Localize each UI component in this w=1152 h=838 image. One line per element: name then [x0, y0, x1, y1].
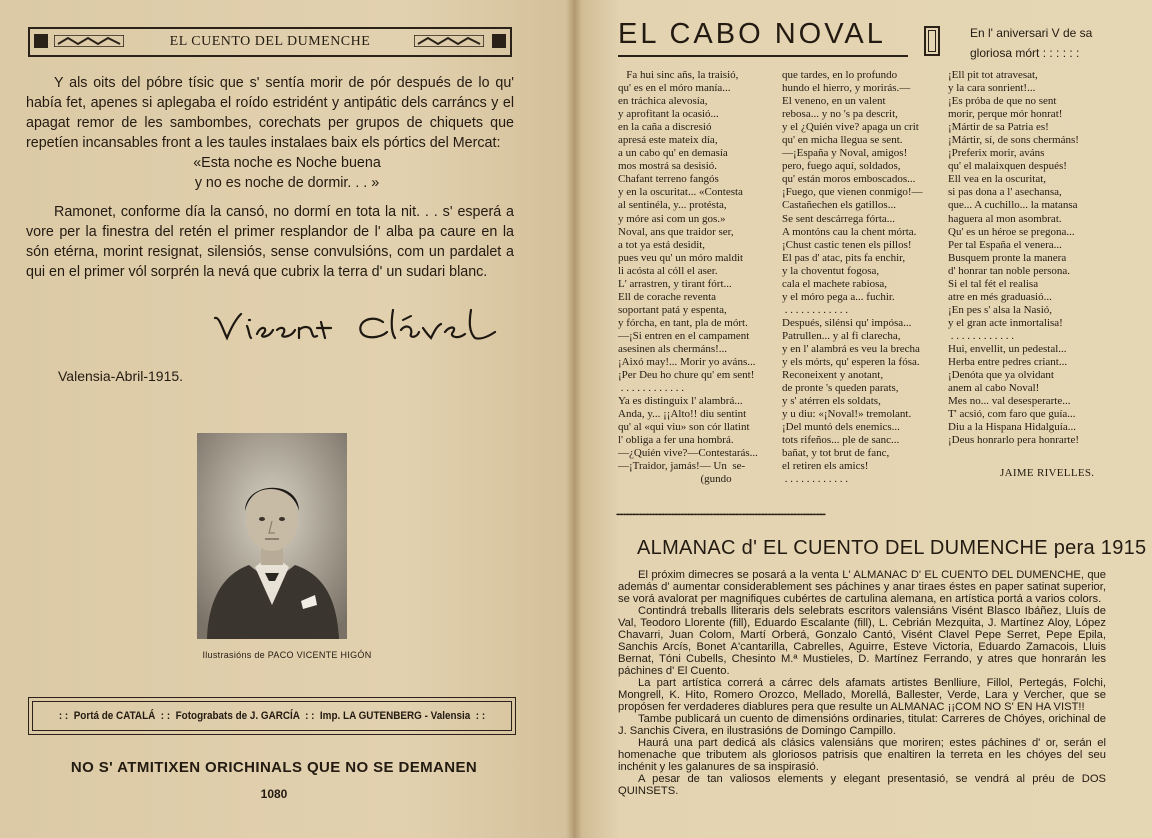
header-title: EL CUENTO DEL DUMENCHE: [169, 34, 371, 49]
header-zigzag-ornament-right: [414, 35, 484, 47]
header-band: [28, 27, 512, 57]
poem-author: JAIME RIVELLES.: [1000, 467, 1095, 479]
article-paragraph: La part artística correrá a cárrec dels afamats artistes Benlliure, Fillol, Pertegás, Folchi, Mongrell, K. Hito, Romero Orozco, Mellado, Morellá, Ballester, Verde, Lara y Vercher, que se propósen fer verdaderes diablures pera que resulte un ALMANAC ¡¡COM NO S' EN HA VIST!!: [618, 677, 1106, 713]
poem-column-3: ¡Ell pit tot atravesat, y la cara sonrient!... ¡Es próba de que no sent morir, perque mór honrat! ¡Mártir de sa Patria es! ¡Mártir, sí, de sons chermáns! ¡Preferix morir, aváns qu' el malaixquen después! Ell vea en la oscuritat, si pas dona a l' asechansa, que... A cuchillo... la matansa haguera al mon asombrat. Qu' es un héroe se pregona... Per tal España el venera... Busquem pronte la manera d' honrar tan noble persona. Si el tal fét el realisa atre en més graduasió... ¡En pes s' alsa la Nasió, y el gran acte inmortalisa! . . . . . . . . . . . . Hui, envellit, un pedestal... Herba entre pedres criant... ¡Denóta que ya olvidant anem al cabo Noval! Mes no... val desesperarte... T' acsió, com faro que guía... Diu a la Hispana Hidalguía... ¡Deus honrarlo pera honrarte!: [948, 69, 1080, 447]
author-portrait-photo: [197, 433, 347, 639]
right-page: [574, 0, 1152, 838]
poem-column-1: Fa hui sinc añs, la traisió, qu' es en el móro manía... en tráchica alevosía, y aprofitant la ocasió... en la caña a discresió apresá este mateix día, a un cabo qu' en demasía mos mostrá sa desisió. Chafant terreno fangós y en la oscuritat... «Contesta al sentinéla, y... protésta, y móre asi com un gos.» Noval, ans que traidor ser, a tot ya está desidit, pues veu qu' un móro maldit li acósta al cóll el aser. L' arrastren, y tirant fórt... Ell de corache reventa soportant patá y espenta, y fórcha, en tant, pla de mórt. —¡Si entren en el campament asesinen als chermáns!... ¡Aixó may!... Morir yo aváns... ¡Per Deu ho chure qu' em sent! . . . . . . . . . . . . Ya es distinguix l' alambrá... Anda, y... ¡¡Alto!! diu sentint qu' al «qui viu» son cór llatint l' obliga a fer una hombrá. —¿Quién vive?—Contestarás... —¡Traidor, jamás!— Un se- (gundo: [618, 69, 758, 486]
book-spine-shadow: [566, 0, 582, 838]
article-title: ALMANAC d' EL CUENTO DEL DUMENCHE pera 1915: [637, 537, 1147, 559]
left-page: [0, 0, 574, 838]
notice-banner: NO S' ATMITIXEN ORICHINALS QUE NO SE DEMANEN: [70, 759, 478, 776]
quote-line-2: y no es noche de dormir. . . »: [194, 175, 380, 191]
dedication-line-1: En l' aniversari V de sa: [970, 26, 1093, 40]
dedication-line-2: gloriosa mórt : : : : : :: [970, 46, 1080, 60]
credits-text: : : Portá de CATALÁ : : Fotograbats de J. GARCÍA : : Imp. LA GUTENBERG - Valensia : :: [58, 710, 486, 722]
dotted-divider: ••••••••••••••••••••••••••••••••••••••••••••••••••••••••••••••••••••••••••••••••••••••••••••••••••••••••••••••••••••••••••••••••••••••••••••••••: [616, 512, 825, 518]
author-signature: [205, 300, 505, 350]
article-paragraph: Haurá una part dedicá als clásics valensiáns que moriren; estes páchines d' or, serán el homenache que tributem als gloriosos patrisis que enaltiren la terreta en les chóyes del seu inchénit y les galanures de sa inspirasió.: [618, 737, 1106, 773]
poem-title: EL CABO NOVAL: [618, 18, 886, 50]
article-paragraph: El próxim dimecres se posará a la venta L' ALMANAC D' EL CUENTO DEL DUMENCHE, que además d' aumentar considerablement ses páchines y anar tiraes éstes en paper satinat superior, se vorá avalorat per magnifiques cubértes de cartulina alemana, en artística portá a varios colors.: [618, 569, 1106, 605]
title-box-ornament: [924, 26, 940, 56]
header-square-ornament-right: [492, 34, 506, 48]
story-paragraph-1: Y als oits del póbre tísic que s' sentía morir de pór después de lo qu' había fet, apenes si aplegaba el roído estridént y antipátic dels carráncs y el apagat remor de les sambombes, corechats per grupos de chiquets que repetíen incansables front a les taules instalaes baix els pórtics del Mercat:: [26, 75, 514, 151]
quote-line-1: «Esta noche es Noche buena: [193, 155, 381, 171]
article-paragraph: Contindrá treballs lliteraris dels selebrats escritors valensiáns Visént Blasco Ibáñez, Lluís de Val, Teodoro Llorente (fill), Eduardo Escalante (fill), L. Cebrián Mezquita, J. Martínez Aloy, López Chavarri, Juan Colom, Martí Orberá, Gonzalo Cantó, Visént Clavel Pepe Serret, Pepe Epila, Sanchis Arcís, Bonet A'cantarilla, Cabrelles, Aguirre, Esteve Victoria, Eduardo Zamacois, Lluis Bernat, Tóni Cubells, Chesinto M.ª Mustieles, D. Martínez Ferrando, y atres que honrarán les páchines d' El Cuento.: [618, 605, 1106, 677]
dateline: Valensia-Abril-1915.: [58, 368, 184, 384]
title-rule: [618, 55, 908, 57]
credits-box: [28, 697, 516, 735]
page-number: 1080: [260, 787, 288, 801]
story-paragraph-2: Ramonet, conforme día la cansó, no dormí en tota la nit. . . s' esperá a vore per la finestra del retén el primer resplandor de l' alba pa caure en la són etérna, morint resignat, silensiós, sense convulsións, com un pardalet a qui en el primer vól sorprén la nevá que cubrix la terra d' un sudari blanc.: [26, 204, 514, 280]
poem-column-2: que tardes, en lo profundo hundo el hierro, y morirás.— El veneno, en un valent rebosa... y no 's pa descrit, y el ¿Quién vive? apaga un crit qu' en micha llegua se sent. —¡España y Noval, amigos! pero, fuego aquí, soldados, qu' están moros emboscados... ¡Fuego, que vienen conmigo!— Castañechen els gatillos... Se sent descárrega fórta... A montóns cau la chent mórta. ¡Chust castic tenen els pillos! El pas d' atac, pits fa enchir, y la choventut fogosa, cala el machete rabiosa, y el móro pega a... fuchir. . . . . . . . . . . . . Después, silénsi qu' impósa... Patrullen... y al fi clarecha, y en l' alambrá es veu la brecha y els mórts, qu' esperen la fósa. Reconeixent y anotant, de pronte 's queden parats, y s' atérren els soldats, y u diu: «¡Noval!» tremolant. ¡Del muntó dels enemics... tots rifeños... ple de sanc... bañat, y tot brut de fanc, el retiren els amics! . . . . . . . . . . . .: [782, 69, 923, 486]
illustration-caption: Ilustrasións de PACO VICENTE HIGÓN: [202, 650, 372, 660]
article-paragraph: A pesar de tan valiosos elements y elegant presentasió, se vendrá al préu de DOS QUINSETS.: [618, 773, 1106, 797]
quoted-verse: [0, 153, 574, 193]
article-paragraph: Tambe publicará un cuento de dimensións ordinaries, titulat: Carreres de Chóyes, orichinal de J. Sanchis Civera, en ilustrasións de Domingo Campillo.: [618, 713, 1106, 737]
article-body: [618, 569, 1106, 797]
